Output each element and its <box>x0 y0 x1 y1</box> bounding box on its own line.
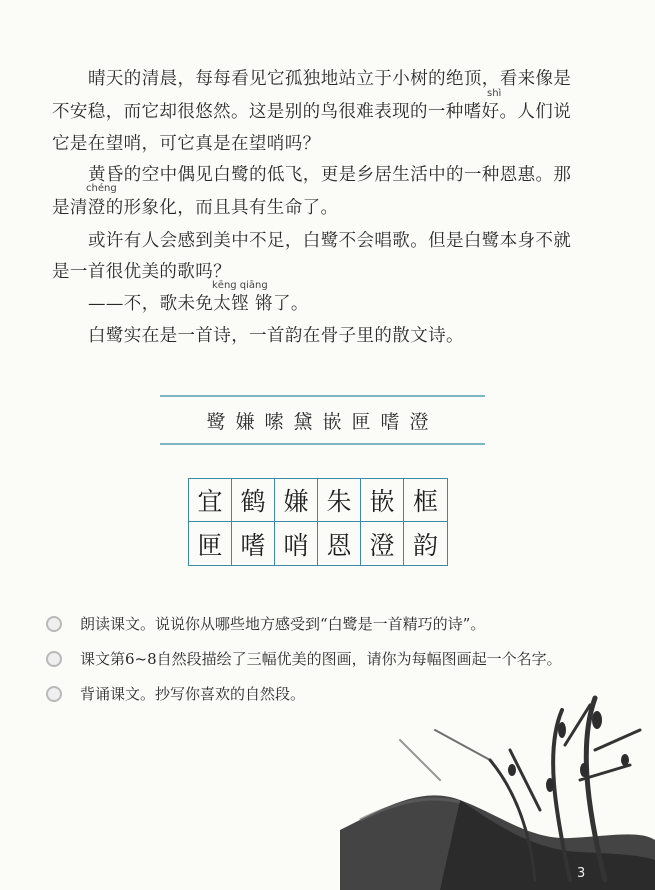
bullet-circle-icon <box>46 616 62 632</box>
passage-line: 它是在望哨，可它真是在望哨吗？ <box>52 134 321 154</box>
grid-character: 嗜 <box>232 522 275 565</box>
grid-character: 韵 <box>412 530 438 560</box>
bullet-circle-icon <box>46 686 62 702</box>
passage-line: 是清澄的形象化，而且具有生命了。 <box>52 198 339 218</box>
passage-line: 白鹭实在是一首诗，一首韵在骨子里的散文诗。 <box>88 326 464 346</box>
pinyin-annotation: shì <box>487 88 502 99</box>
pinyin-annotation: chéng <box>86 183 117 194</box>
exercise-text: 课文第6~8自然段描绘了三幅优美的图画，请你为每幅图画起一个名字。 <box>80 650 562 668</box>
grid-character: 匣 <box>189 522 232 565</box>
exercise-text: 背诵课文。抄写你喜欢的自然段。 <box>80 685 306 703</box>
passage-line: 不安稳，而它却很悠然。这是别的鸟很难表现的一种嗜好。人们说 <box>52 102 572 122</box>
exercise-item <box>46 649 562 669</box>
grid-character: 宜 <box>189 479 232 522</box>
word-list-box: 鹭嫌嗦黛嵌匣嗜澄 <box>160 395 485 445</box>
passage-line: 或许有人会感到美中不足，白鹭不会唱歌。但是白鹭本身不就 <box>88 231 572 251</box>
grid-character: 嫌 <box>275 479 318 522</box>
grid-character: 嵌 <box>361 479 404 522</box>
character-grid <box>188 478 448 566</box>
page-number: 3 <box>577 866 586 881</box>
bullet-circle-icon <box>46 651 62 667</box>
ink-reed-painting <box>340 690 655 890</box>
grid-character: 鹤 <box>232 479 275 522</box>
exercise-text: 朗读课文。说说你从哪些地方感受到“白鹭是一首精巧的诗”。 <box>80 615 486 633</box>
exercise-item <box>46 614 485 634</box>
passage-line: ——不，歌未免太铿 锵了。 <box>88 294 309 314</box>
pinyin-annotation: kēng qiāng <box>212 280 268 291</box>
grid-character: 朱 <box>318 479 361 522</box>
grid-character: 澄 <box>361 522 404 565</box>
passage-line: 黄昏的空中偶见白鹭的低飞，更是乡居生活中的一种恩惠。那 <box>88 165 572 185</box>
grid-character: 框 <box>404 479 447 522</box>
exercise-item <box>46 684 305 704</box>
grid-character: 恩 <box>318 522 361 565</box>
passage-line: 晴天的清晨，每每看见它孤独地站立于小树的绝顶，看来像是 <box>88 69 572 89</box>
grid-character: 哨 <box>275 522 318 565</box>
passage-line: 是一首很优美的歌吗？ <box>52 262 231 282</box>
